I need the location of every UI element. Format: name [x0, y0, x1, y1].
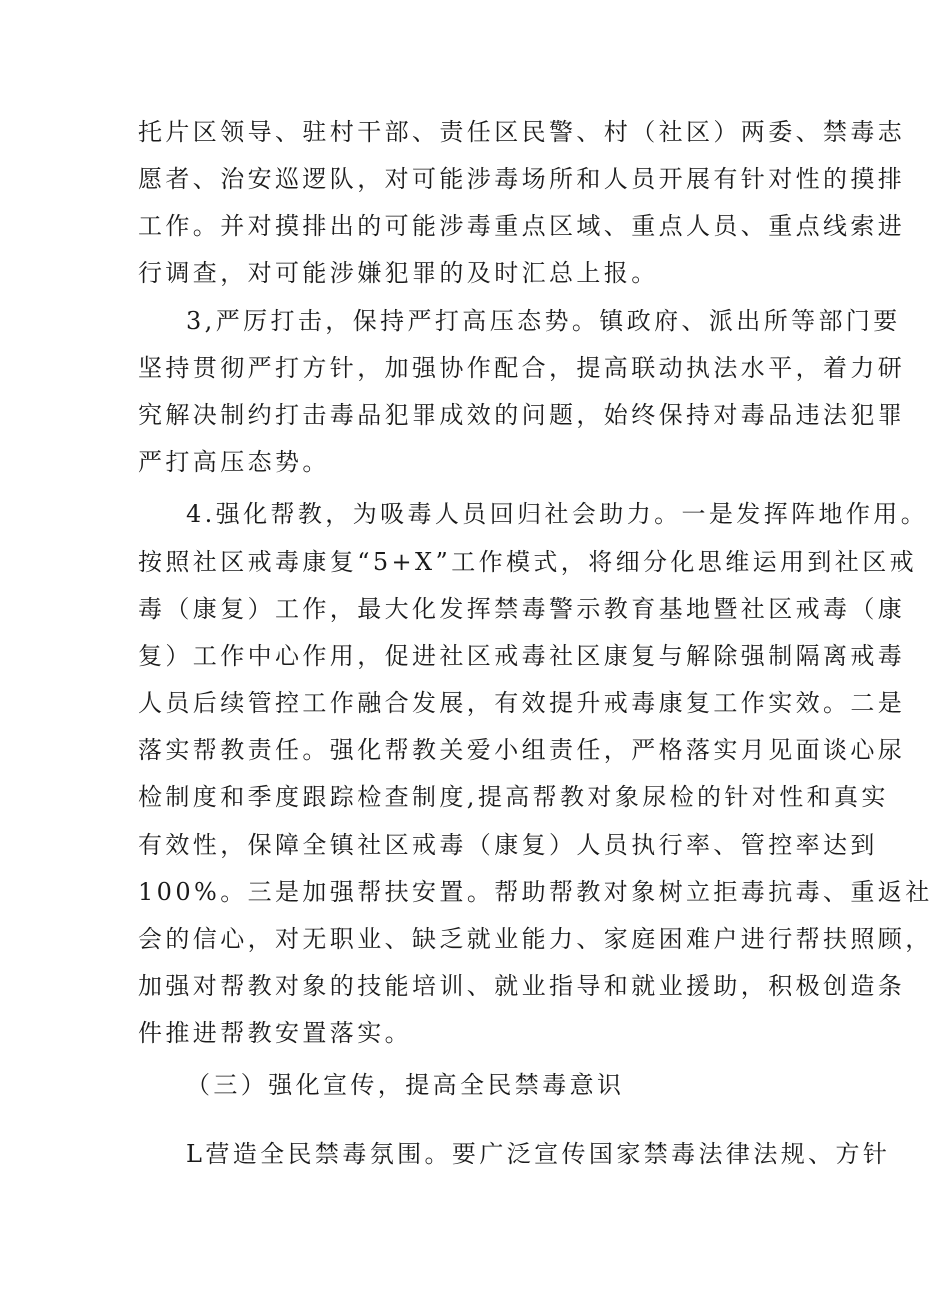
paragraph-3-line-3: 毒（康复）工作，最大化发挥禁毒警示教育基地暨社区戒毒（康: [138, 595, 906, 623]
paragraph-1-line-4: 行调查，对可能涉嫌犯罪的及时汇总上报。: [138, 259, 659, 287]
paragraph-1-line-1: 托片区领导、驻村干部、责任区民警、村（社区）两委、禁毒志: [138, 118, 906, 146]
paragraph-2-line-4: 严打高压态势。: [138, 448, 330, 476]
paragraph-3-line-12: 件推进帮教安置落实。: [138, 1019, 412, 1047]
paragraph-2-line-1: 3,严厉打击，保持严打高压态势。镇政府、派出所等部门要: [186, 307, 901, 335]
paragraph-3-line-11: 加强对帮教对象的技能培训、就业指导和就业援助，积极创造条: [138, 972, 906, 1000]
paragraph-2-line-3: 究解决制约打击毒品犯罪成效的问题，始终保持对毒品违法犯罪: [138, 401, 906, 429]
section-heading: （三）强化宣传，提高全民禁毒意识: [186, 1071, 625, 1099]
paragraph-3-line-9: 100%。三是加强帮扶安置。帮助帮教对象树立拒毒抗毒、重返社: [138, 878, 933, 906]
paragraph-4-line-1: L营造全民禁毒氛围。要广泛宣传国家禁毒法律法规、方针: [186, 1140, 891, 1168]
paragraph-1-line-3: 工作。并对摸排出的可能涉毒重点区域、重点人员、重点线索进: [138, 212, 906, 240]
paragraph-3-line-10: 会的信心，对无职业、缺乏就业能力、家庭困难户进行帮扶照顾，: [138, 925, 933, 953]
paragraph-3-line-5: 人员后续管控工作融合发展，有效提升戒毒康复工作实效。二是: [138, 689, 906, 717]
paragraph-3-line-2: 按照社区戒毒康复“5+X”工作模式，将细分化思维运用到社区戒: [138, 548, 918, 576]
paragraph-1-line-2: 愿者、治安巡逻队，对可能涉毒场所和人员开展有针对性的摸排: [138, 165, 906, 193]
paragraph-3-line-4: 复）工作中心作用，促进社区戒毒社区康复与解除强制隔离戒毒: [138, 642, 906, 670]
paragraph-3-line-7: 检制度和季度跟踪检查制度,提高帮教对象尿检的针对性和真实: [138, 783, 889, 811]
paragraph-3-line-6: 落实帮教责任。强化帮教关爱小组责任，严格落实月见面谈心尿: [138, 736, 906, 764]
paragraph-3-line-8: 有效性，保障全镇社区戒毒（康复）人员执行率、管控率达到: [138, 831, 878, 859]
paragraph-2-line-2: 坚持贯彻严打方针，加强协作配合，提高联动执法水平，着力研: [138, 354, 906, 382]
paragraph-3-line-1: 4.强化帮教，为吸毒人员回归社会助力。一是发挥阵地作用。: [186, 500, 929, 528]
